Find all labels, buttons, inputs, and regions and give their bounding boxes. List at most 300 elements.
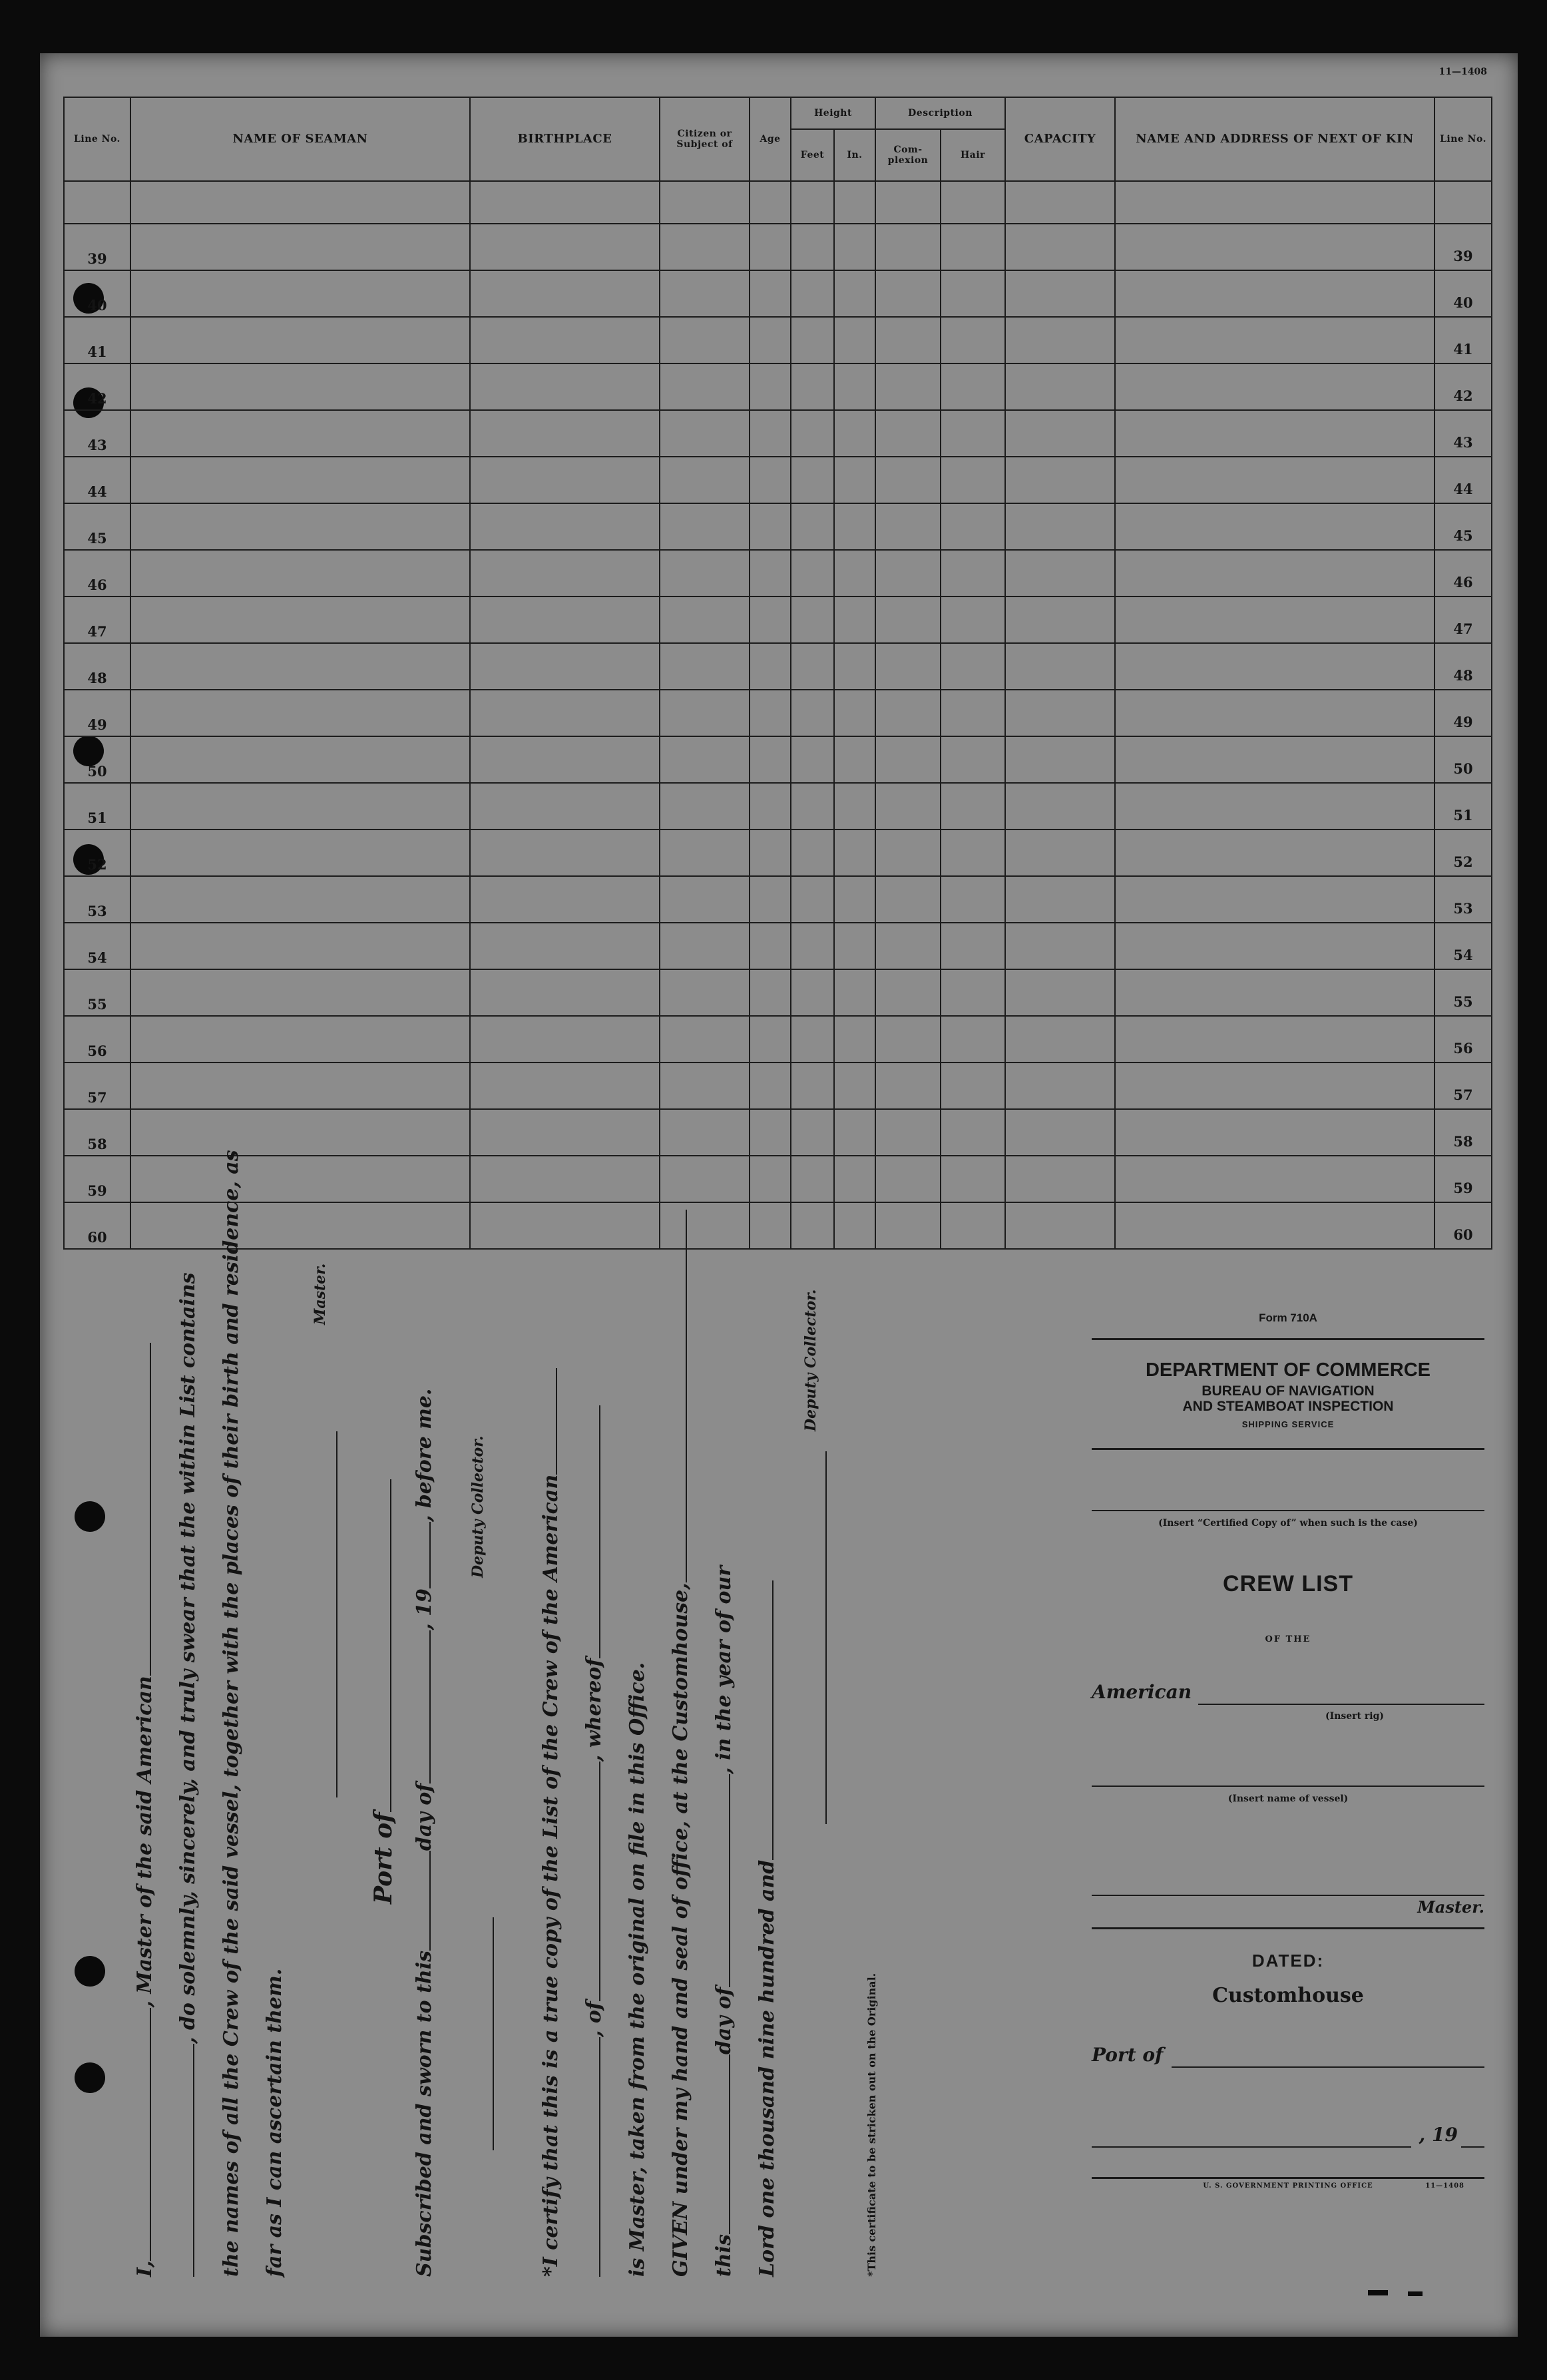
table-row bbox=[64, 224, 1492, 270]
table-cell bbox=[750, 317, 791, 363]
deputy-collector-label-1: Deputy Collector. bbox=[469, 1435, 487, 1578]
shipping-service: SHIPPING SERVICE bbox=[1241, 1419, 1335, 1429]
table-cell bbox=[791, 1063, 834, 1109]
table-cell bbox=[941, 923, 1005, 969]
table-cell bbox=[941, 1063, 1005, 1109]
table-cell bbox=[1005, 830, 1115, 876]
line-number: 56 bbox=[64, 1016, 130, 1063]
table-cell bbox=[1115, 643, 1435, 690]
table-cell bbox=[834, 876, 875, 923]
certificate-footnote: *This certificate to be stricken out on the Original. bbox=[865, 1973, 878, 2277]
vessel-name-blank bbox=[134, 1343, 151, 1676]
table-cell bbox=[1115, 596, 1435, 643]
table-row bbox=[64, 736, 1492, 783]
table-cell bbox=[791, 690, 834, 736]
table-cell bbox=[130, 876, 470, 923]
table-cell bbox=[791, 410, 834, 457]
table-cell bbox=[1115, 923, 1435, 969]
table-cell bbox=[1115, 969, 1435, 1016]
table-cell bbox=[1005, 690, 1115, 736]
header-inches: In. bbox=[834, 129, 875, 181]
table-cell bbox=[470, 457, 660, 503]
table-cell bbox=[750, 690, 791, 736]
certified-copy-blank bbox=[1092, 1510, 1484, 1511]
table-cell bbox=[941, 643, 1005, 690]
table-cell bbox=[1115, 1202, 1435, 1249]
vessel-name-blank bbox=[1092, 1785, 1484, 1787]
table-cell bbox=[834, 1109, 875, 1156]
table-cell bbox=[834, 410, 875, 457]
table-cell bbox=[941, 876, 1005, 923]
gpo-imprint: U. S. GOVERNMENT PRINTING OFFICE 11—1408 bbox=[1203, 2182, 1464, 2190]
table-cell bbox=[130, 1063, 470, 1109]
table-cell bbox=[875, 643, 941, 690]
table-cell bbox=[470, 224, 660, 270]
customhouse-label: Customhouse bbox=[1212, 1984, 1364, 2007]
line-number-right: 51 bbox=[1435, 783, 1492, 830]
line-number-right: 41 bbox=[1435, 317, 1492, 363]
line-number-right: 47 bbox=[1435, 596, 1492, 643]
line-number: 57 bbox=[64, 1063, 130, 1109]
table-cell bbox=[875, 457, 941, 503]
table-cell bbox=[470, 876, 660, 923]
table-cell bbox=[941, 783, 1005, 830]
line-number-right: 43 bbox=[1435, 410, 1492, 457]
table-cell bbox=[130, 690, 470, 736]
table-cell bbox=[130, 503, 470, 550]
header-name-of-seaman: NAME OF SEAMAN bbox=[130, 97, 470, 181]
table-cell bbox=[750, 596, 791, 643]
table-cell bbox=[1005, 969, 1115, 1016]
ink-mark bbox=[1408, 2291, 1423, 2296]
table-row bbox=[64, 317, 1492, 363]
table-cell bbox=[834, 317, 875, 363]
table-row bbox=[64, 876, 1492, 923]
table-cell bbox=[470, 1109, 660, 1156]
table-cell bbox=[1005, 1156, 1115, 1202]
table-cell bbox=[750, 503, 791, 550]
line-number: 59 bbox=[64, 1156, 130, 1202]
table-cell bbox=[750, 363, 791, 410]
table-cell bbox=[791, 363, 834, 410]
table-cell bbox=[130, 643, 470, 690]
line-number-right: 39 bbox=[1435, 224, 1492, 270]
header-height: Height bbox=[791, 97, 875, 129]
table-cell bbox=[941, 410, 1005, 457]
table-cell bbox=[130, 1109, 470, 1156]
table-cell bbox=[875, 690, 941, 736]
table-cell bbox=[750, 830, 791, 876]
header-age: Age bbox=[750, 97, 791, 181]
table-cell bbox=[875, 736, 941, 783]
table-cell bbox=[941, 830, 1005, 876]
table-cell bbox=[1115, 224, 1435, 270]
table-cell bbox=[875, 923, 941, 969]
ink-mark bbox=[1368, 2290, 1388, 2295]
table-cell bbox=[130, 457, 470, 503]
table-cell bbox=[791, 923, 834, 969]
table-cell bbox=[130, 830, 470, 876]
table-cell bbox=[470, 363, 660, 410]
header-citizen: Citizen or Subject of bbox=[660, 97, 750, 181]
line-number-right: 54 bbox=[1435, 923, 1492, 969]
table-cell bbox=[1005, 1202, 1115, 1249]
line-number-right: 44 bbox=[1435, 457, 1492, 503]
table-cell bbox=[791, 270, 834, 317]
table-cell bbox=[791, 969, 834, 1016]
table-cell bbox=[875, 830, 941, 876]
table-cell bbox=[1115, 690, 1435, 736]
table-cell bbox=[130, 410, 470, 457]
table-cell bbox=[791, 1109, 834, 1156]
table-cell bbox=[750, 736, 791, 783]
table-cell bbox=[750, 923, 791, 969]
table-cell bbox=[1115, 363, 1435, 410]
table-cell bbox=[750, 457, 791, 503]
table-cell bbox=[1005, 410, 1115, 457]
table-cell bbox=[834, 969, 875, 1016]
table-row bbox=[64, 410, 1492, 457]
table-cell bbox=[1115, 457, 1435, 503]
table-spacer-row bbox=[64, 181, 1492, 224]
divider bbox=[1092, 1448, 1484, 1450]
form-reference-number: 11—1408 bbox=[1438, 67, 1487, 77]
table-cell bbox=[470, 1063, 660, 1109]
header-description: Description bbox=[875, 97, 1005, 129]
table-cell bbox=[834, 690, 875, 736]
master-blank bbox=[1092, 1895, 1484, 1896]
table-cell bbox=[1115, 503, 1435, 550]
table-row bbox=[64, 503, 1492, 550]
table-cell bbox=[875, 1063, 941, 1109]
deputy-signature-line-2 bbox=[809, 1451, 832, 1824]
line-number-right: 60 bbox=[1435, 1202, 1492, 1249]
table-cell bbox=[660, 923, 750, 969]
crew-table bbox=[63, 97, 1492, 1250]
table-cell bbox=[1005, 503, 1115, 550]
given-line: GIVEN under my hand and seal of office, at the Customhouse, bbox=[669, 1210, 692, 2277]
table-cell bbox=[791, 550, 834, 596]
table-cell bbox=[1005, 270, 1115, 317]
table-cell bbox=[660, 317, 750, 363]
table-row bbox=[64, 363, 1492, 410]
table-cell bbox=[1005, 596, 1115, 643]
table-cell bbox=[1115, 830, 1435, 876]
table-cell bbox=[660, 1109, 750, 1156]
table-row bbox=[64, 1109, 1492, 1156]
table-cell bbox=[791, 830, 834, 876]
table-cell bbox=[470, 410, 660, 457]
table-cell bbox=[941, 1109, 1005, 1156]
line-number: 48 bbox=[64, 643, 130, 690]
table-cell bbox=[791, 503, 834, 550]
table-cell bbox=[130, 783, 470, 830]
table-cell bbox=[941, 457, 1005, 503]
table-cell bbox=[470, 317, 660, 363]
line-number: 49 bbox=[64, 690, 130, 736]
port-of-line: Port of bbox=[369, 1479, 397, 1904]
table-cell bbox=[660, 643, 750, 690]
line-number: 40 bbox=[64, 270, 130, 317]
table-cell bbox=[1115, 410, 1435, 457]
header-hair: Hair bbox=[941, 129, 1005, 181]
table-cell bbox=[941, 1016, 1005, 1063]
table-cell bbox=[834, 503, 875, 550]
table-cell bbox=[470, 643, 660, 690]
table-cell bbox=[660, 596, 750, 643]
department-title: DEPARTMENT OF COMMERCE bbox=[1145, 1359, 1431, 1381]
port-of-field: Port of bbox=[1092, 2044, 1484, 2070]
table-cell bbox=[834, 643, 875, 690]
header-next-of-kin: NAME AND ADDRESS OF NEXT OF KIN bbox=[1115, 97, 1435, 181]
table-row bbox=[64, 1016, 1492, 1063]
table-cell bbox=[660, 1016, 750, 1063]
table-cell bbox=[1005, 1109, 1115, 1156]
oath-line-4: far as I can ascertain them. bbox=[263, 1968, 286, 2277]
line-number-right: 52 bbox=[1435, 830, 1492, 876]
table-cell bbox=[834, 270, 875, 317]
table-cell bbox=[1005, 317, 1115, 363]
table-cell bbox=[875, 270, 941, 317]
table-cell bbox=[941, 270, 1005, 317]
is-master-line: is Master, taken from the original on file in this Office. bbox=[626, 1662, 649, 2277]
table-cell bbox=[875, 1016, 941, 1063]
table-cell bbox=[834, 1063, 875, 1109]
table-cell bbox=[941, 969, 1005, 1016]
table-cell bbox=[470, 596, 660, 643]
table-cell bbox=[1005, 1063, 1115, 1109]
table-cell bbox=[750, 550, 791, 596]
subscribed-line: Subscribed and sworn to thisday of, 19, before me. bbox=[413, 1388, 436, 2277]
line-number: 43 bbox=[64, 410, 130, 457]
table-cell bbox=[750, 783, 791, 830]
table-cell bbox=[1005, 736, 1115, 783]
line-number-right: 49 bbox=[1435, 690, 1492, 736]
table-cell bbox=[1115, 783, 1435, 830]
table-row bbox=[64, 969, 1492, 1016]
line-number: 51 bbox=[64, 783, 130, 830]
table-cell bbox=[1005, 457, 1115, 503]
dated-label: DATED: bbox=[1251, 1951, 1325, 1971]
line-number: 52 bbox=[64, 830, 130, 876]
line-number: 45 bbox=[64, 503, 130, 550]
table-cell bbox=[1005, 643, 1115, 690]
table-cell bbox=[130, 969, 470, 1016]
table-cell bbox=[941, 550, 1005, 596]
table-cell bbox=[130, 596, 470, 643]
table-cell bbox=[750, 1016, 791, 1063]
table-cell bbox=[834, 1016, 875, 1063]
table-row bbox=[64, 923, 1492, 969]
table-cell bbox=[750, 1063, 791, 1109]
master-signature-line bbox=[320, 1431, 343, 1797]
deputy-signature-line-1 bbox=[476, 1917, 499, 2150]
table-cell bbox=[791, 736, 834, 783]
line-number: 53 bbox=[64, 876, 130, 923]
header-complexion: Com- plexion bbox=[875, 129, 941, 181]
insert-rig-note: (Insert rig) bbox=[1325, 1711, 1384, 1722]
table-cell bbox=[875, 1109, 941, 1156]
crew-list-title: CREW LIST bbox=[1223, 1571, 1353, 1596]
line-number-right: 59 bbox=[1435, 1156, 1492, 1202]
table-cell bbox=[130, 736, 470, 783]
table-cell bbox=[791, 596, 834, 643]
header-feet: Feet bbox=[791, 129, 834, 181]
table-row bbox=[64, 457, 1492, 503]
table-cell bbox=[750, 1109, 791, 1156]
line-number: 39 bbox=[64, 224, 130, 270]
table-row bbox=[64, 596, 1492, 643]
table-cell bbox=[660, 550, 750, 596]
line-number: 41 bbox=[64, 317, 130, 363]
date-field: , 19 bbox=[1092, 2124, 1484, 2150]
table-cell bbox=[941, 596, 1005, 643]
of-the-label: OF THE bbox=[1265, 1634, 1311, 1644]
american-rig-field: American bbox=[1092, 1681, 1484, 1708]
table-cell bbox=[470, 690, 660, 736]
table-cell bbox=[875, 317, 941, 363]
table-cell bbox=[130, 363, 470, 410]
line-number: 47 bbox=[64, 596, 130, 643]
line-number-right: 57 bbox=[1435, 1063, 1492, 1109]
table-cell bbox=[660, 503, 750, 550]
form-number: Form 710A bbox=[1259, 1311, 1317, 1324]
table-cell bbox=[834, 783, 875, 830]
table-cell bbox=[470, 550, 660, 596]
table-cell bbox=[834, 736, 875, 783]
table-row bbox=[64, 550, 1492, 596]
table-cell bbox=[750, 643, 791, 690]
table-row bbox=[64, 830, 1492, 876]
table-cell bbox=[660, 783, 750, 830]
table-cell bbox=[1115, 876, 1435, 923]
divider bbox=[1092, 1338, 1484, 1340]
table-cell bbox=[470, 1016, 660, 1063]
table-cell bbox=[660, 410, 750, 457]
table-cell bbox=[470, 923, 660, 969]
table-cell bbox=[1115, 1156, 1435, 1202]
crew-list-cover bbox=[1092, 1311, 1484, 2197]
table-cell bbox=[660, 736, 750, 783]
table-cell bbox=[1005, 1016, 1115, 1063]
table-cell bbox=[791, 643, 834, 690]
table-row bbox=[64, 270, 1492, 317]
table-cell bbox=[875, 503, 941, 550]
certify-line: *I certify that this is a true copy of the List of the Crew of the American bbox=[539, 1368, 562, 2277]
oath-line-2: , do solemnly, sincerely, and truly swear that the within List contains bbox=[176, 1272, 200, 2277]
line-number-right: 58 bbox=[1435, 1109, 1492, 1156]
table-cell bbox=[750, 224, 791, 270]
table-cell bbox=[1005, 876, 1115, 923]
table-cell bbox=[834, 363, 875, 410]
divider bbox=[1092, 2177, 1484, 2179]
oath-section bbox=[87, 1150, 979, 2277]
table-cell bbox=[470, 783, 660, 830]
whereof-line: , of, whereof bbox=[582, 1405, 606, 2277]
table-cell bbox=[660, 690, 750, 736]
table-cell bbox=[470, 503, 660, 550]
table-cell bbox=[1005, 923, 1115, 969]
insert-certified-note: (Insert “Certified Copy of” when such is the case) bbox=[1158, 1518, 1418, 1529]
table-cell bbox=[791, 783, 834, 830]
table-cell bbox=[941, 503, 1005, 550]
table-cell bbox=[941, 736, 1005, 783]
table-cell bbox=[1005, 363, 1115, 410]
table-cell bbox=[470, 270, 660, 317]
table-cell bbox=[1005, 783, 1115, 830]
table-cell bbox=[660, 224, 750, 270]
table-cell bbox=[791, 224, 834, 270]
table-cell bbox=[750, 410, 791, 457]
table-cell bbox=[875, 596, 941, 643]
line-number: 55 bbox=[64, 969, 130, 1016]
this-day-line: thisday of, in the year of our bbox=[712, 1565, 736, 2277]
vessel-blank bbox=[177, 2044, 194, 2277]
table-cell bbox=[130, 550, 470, 596]
table-row bbox=[64, 690, 1492, 736]
table-cell bbox=[660, 969, 750, 1016]
table-cell bbox=[470, 969, 660, 1016]
table-cell bbox=[1005, 224, 1115, 270]
table-cell bbox=[875, 550, 941, 596]
line-number-right: 53 bbox=[1435, 876, 1492, 923]
table-cell bbox=[834, 596, 875, 643]
table-cell bbox=[941, 690, 1005, 736]
lord-line: Lord one thousand nine hundred and bbox=[756, 1580, 779, 2277]
table-cell bbox=[660, 830, 750, 876]
line-number-right: 40 bbox=[1435, 270, 1492, 317]
table-cell bbox=[941, 317, 1005, 363]
line-number: 46 bbox=[64, 550, 130, 596]
line-number-right: 45 bbox=[1435, 503, 1492, 550]
table-cell bbox=[130, 1016, 470, 1063]
table-cell bbox=[834, 457, 875, 503]
table-cell bbox=[1115, 736, 1435, 783]
line-number-right: 50 bbox=[1435, 736, 1492, 783]
table-cell bbox=[1115, 550, 1435, 596]
table-cell bbox=[750, 969, 791, 1016]
table-cell bbox=[791, 317, 834, 363]
table-cell bbox=[875, 363, 941, 410]
insert-name-note: (Insert name of vessel) bbox=[1227, 1793, 1349, 1804]
table-row bbox=[64, 783, 1492, 830]
table-cell bbox=[1115, 317, 1435, 363]
table-cell bbox=[1115, 270, 1435, 317]
table-cell bbox=[791, 1016, 834, 1063]
line-number-right: 56 bbox=[1435, 1016, 1492, 1063]
table-cell bbox=[1115, 1063, 1435, 1109]
table-cell bbox=[834, 830, 875, 876]
table-row bbox=[64, 643, 1492, 690]
line-number: 44 bbox=[64, 457, 130, 503]
table-cell bbox=[660, 1063, 750, 1109]
table-cell bbox=[834, 550, 875, 596]
table-cell bbox=[470, 830, 660, 876]
header-line-no: Line No. bbox=[64, 97, 130, 181]
line-number-right: 42 bbox=[1435, 363, 1492, 410]
header-birthplace: BIRTHPLACE bbox=[470, 97, 660, 181]
table-cell bbox=[660, 363, 750, 410]
master-label: Master. bbox=[1417, 1897, 1484, 1917]
line-number: 54 bbox=[64, 923, 130, 969]
table-cell bbox=[875, 783, 941, 830]
table-cell bbox=[875, 410, 941, 457]
table-cell bbox=[660, 876, 750, 923]
divider bbox=[1092, 1927, 1484, 1929]
table-cell bbox=[875, 876, 941, 923]
table-cell bbox=[660, 270, 750, 317]
table-cell bbox=[1115, 1109, 1435, 1156]
